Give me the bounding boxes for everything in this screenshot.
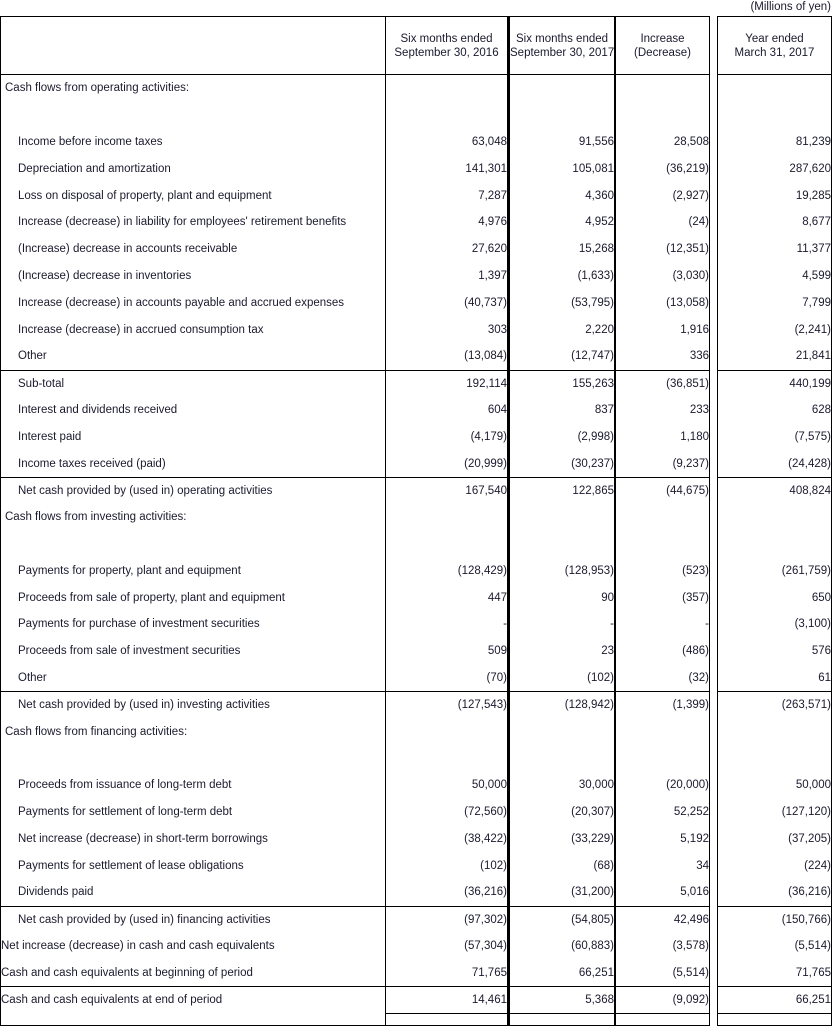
table-row (0, 638, 832, 665)
cell-fy: (2,241) (717, 316, 832, 343)
cell-prior: (36,216) (386, 879, 508, 906)
cell-current (508, 745, 616, 772)
cell-fy: 440,199 (717, 370, 832, 397)
column-gap (710, 155, 717, 182)
cell-current: (54,805) (508, 906, 616, 933)
cell-fy (717, 504, 832, 531)
cell-fy: 71,765 (717, 959, 832, 986)
closing-rule-row (0, 1013, 832, 1025)
table-row (0, 665, 832, 692)
column-gap (710, 236, 717, 263)
column-gap (710, 129, 717, 156)
cell-current: (30,237) (508, 450, 616, 477)
table-row (0, 933, 832, 960)
cell-current: (20,307) (508, 799, 616, 826)
table-row (0, 236, 832, 263)
cell-change: (5,514) (616, 959, 710, 986)
table-row (0, 799, 832, 826)
cell-change: (2,927) (616, 182, 710, 209)
table-row (0, 906, 832, 933)
spacer-row (0, 102, 832, 129)
cell-change: (357) (616, 584, 710, 611)
row-label: Payments for purchase of investment securities (0, 611, 386, 638)
cell-fy: 61 (717, 665, 832, 692)
column-gap (710, 531, 717, 558)
section-label: Cash flows from investing activities: (0, 504, 386, 531)
column-gap (710, 825, 717, 852)
cell-change: 1,916 (616, 316, 710, 343)
table-row (0, 986, 832, 1013)
cell-prior: 303 (386, 316, 508, 343)
cell-current (508, 102, 616, 129)
column-gap (710, 370, 717, 397)
cell-prior: 63,048 (386, 129, 508, 156)
closing-label-cell (0, 1013, 386, 1025)
row-label: Payments for settlement of long-term debt (0, 799, 386, 826)
column-gap (710, 691, 717, 718)
cell-prior: 604 (386, 397, 508, 424)
table-row (0, 397, 832, 424)
cell-fy: 21,841 (717, 343, 832, 370)
column-gap (710, 933, 717, 960)
column-gap (710, 289, 717, 316)
row-label: Proceeds from sale of investment securities (0, 638, 386, 665)
row-label: Increase (decrease) in accrued consumption tax (0, 316, 386, 343)
table-row (0, 772, 832, 799)
cell-change: (12,351) (616, 236, 710, 263)
cell-prior: 192,114 (386, 370, 508, 397)
cell-change (616, 531, 710, 558)
cell-prior: (40,737) (386, 289, 508, 316)
cell-change: (24) (616, 209, 710, 236)
cell-change: 1,180 (616, 423, 710, 450)
cell-fy (717, 75, 832, 102)
column-gap (710, 638, 717, 665)
header-line: Six months ended (400, 32, 493, 45)
column-gap (710, 182, 717, 209)
row-label: Cash and cash equivalents at beginning of period (0, 959, 386, 986)
cell-change: 336 (616, 343, 710, 370)
cell-prior: 167,540 (386, 477, 508, 504)
cell-current: (31,200) (508, 879, 616, 906)
column-gap (710, 423, 717, 450)
column-gap (710, 209, 717, 236)
table-row (0, 209, 832, 236)
cell-change: 34 (616, 852, 710, 879)
table-row (0, 691, 832, 718)
row-label: Proceeds from sale of property, plant and equipment (0, 584, 386, 611)
cell-prior: (4,179) (386, 423, 508, 450)
row-label: Net increase (decrease) in short-term borrowings (0, 825, 386, 852)
cell-fy: (150,766) (717, 906, 832, 933)
header-cell-fy (717, 16, 832, 75)
cell-change: (9,092) (616, 986, 710, 1013)
table-row (0, 423, 832, 450)
column-gap (710, 906, 717, 933)
cell-prior: (72,560) (386, 799, 508, 826)
units-caption: (Millions of yen) (750, 1, 831, 13)
cell-current: (33,229) (508, 825, 616, 852)
closing-cell (717, 1013, 832, 1025)
cell-fy (717, 102, 832, 129)
cell-change: (36,219) (616, 155, 710, 182)
row-label: Depreciation and amortization (0, 155, 386, 182)
cell-change: (1,399) (616, 691, 710, 718)
cell-current: 90 (508, 584, 616, 611)
row-label: Interest and dividends received (0, 397, 386, 424)
section-heading-row (0, 718, 832, 745)
table-row (0, 370, 832, 397)
closing-cell (616, 1013, 710, 1025)
header-cell-prior (386, 16, 508, 75)
column-gap (710, 852, 717, 879)
spacer-row (0, 745, 832, 772)
cell-fy: 650 (717, 584, 832, 611)
cell-current: (53,795) (508, 289, 616, 316)
cell-prior (386, 531, 508, 558)
column-gap (710, 745, 717, 772)
table-row (0, 852, 832, 879)
cell-change (616, 102, 710, 129)
table-row (0, 477, 832, 504)
closing-cell (386, 1013, 508, 1025)
cell-fy: (7,575) (717, 423, 832, 450)
header-line: Six months ended (515, 32, 609, 45)
cell-fy: (24,428) (717, 450, 832, 477)
row-label: Interest paid (0, 423, 386, 450)
cell-fy: (224) (717, 852, 832, 879)
closing-cell (508, 1013, 616, 1025)
table-row (0, 611, 832, 638)
cell-fy: (127,120) (717, 799, 832, 826)
cell-prior: 141,301 (386, 155, 508, 182)
cell-change: (20,000) (616, 772, 710, 799)
table-row (0, 316, 832, 343)
cell-prior: - (386, 611, 508, 638)
header-line: Year ended (745, 32, 804, 45)
cell-fy (717, 745, 832, 772)
cell-change (616, 75, 710, 102)
row-label: Net cash provided by (used in) investing activities (0, 691, 386, 718)
cell-prior: (38,422) (386, 825, 508, 852)
cell-change: (486) (616, 638, 710, 665)
cell-prior: 509 (386, 638, 508, 665)
row-label: Other (0, 343, 386, 370)
column-gap (710, 584, 717, 611)
cell-fy: 81,239 (717, 129, 832, 156)
cell-fy: 287,620 (717, 155, 832, 182)
cell-prior: (97,302) (386, 906, 508, 933)
column-gap (710, 504, 717, 531)
cell-current (508, 75, 616, 102)
table-row (0, 557, 832, 584)
cell-prior (386, 718, 508, 745)
section-label: Cash flows from financing activities: (0, 718, 386, 745)
cell-prior: 1,397 (386, 263, 508, 290)
table-row (0, 343, 832, 370)
row-label: Loss on disposal of property, plant and equipment (0, 182, 386, 209)
column-gap (710, 75, 717, 102)
cell-prior (386, 75, 508, 102)
cell-change: 5,016 (616, 879, 710, 906)
row-label: Cash and cash equivalents at end of period (0, 986, 386, 1013)
cell-fy: (261,759) (717, 557, 832, 584)
cell-change: (3,030) (616, 263, 710, 290)
cell-prior: 7,287 (386, 182, 508, 209)
cell-change: (9,237) (616, 450, 710, 477)
column-gap (710, 772, 717, 799)
row-label: Increase (decrease) in accounts payable and accrued expenses (0, 289, 386, 316)
cell-fy: (5,514) (717, 933, 832, 960)
cell-change: - (616, 611, 710, 638)
header-line: Increase (640, 32, 685, 45)
row-label: Proceeds from issuance of long-term debt (0, 772, 386, 799)
column-gap (710, 959, 717, 986)
section-heading-row (0, 504, 832, 531)
section-label: Cash flows from operating activities: (0, 75, 386, 102)
row-label: Net increase (decrease) in cash and cash equivalents (0, 933, 386, 960)
column-gap (710, 879, 717, 906)
table-row (0, 450, 832, 477)
column-gap (710, 102, 717, 129)
cell-fy: 628 (717, 397, 832, 424)
cell-fy (717, 531, 832, 558)
cash-flow-table (0, 16, 832, 1026)
cell-fy: 11,377 (717, 236, 832, 263)
row-label: Sub-total (0, 370, 386, 397)
cell-prior: 4,976 (386, 209, 508, 236)
table-row (0, 263, 832, 290)
cell-prior: (70) (386, 665, 508, 692)
cell-prior (386, 504, 508, 531)
cell-change: 42,496 (616, 906, 710, 933)
cell-prior: (102) (386, 852, 508, 879)
row-label: Net cash provided by (used in) financing activities (0, 906, 386, 933)
column-gap (710, 718, 717, 745)
header-cell-label (0, 16, 386, 75)
cell-current: 2,220 (508, 316, 616, 343)
header-cell-current (508, 16, 616, 75)
cell-fy: 4,599 (717, 263, 832, 290)
cell-current: (2,998) (508, 423, 616, 450)
row-label (0, 531, 386, 558)
row-label: Payments for property, plant and equipment (0, 557, 386, 584)
cell-fy: 19,285 (717, 182, 832, 209)
column-gap (710, 986, 717, 1013)
table-row (0, 825, 832, 852)
column-gap (710, 799, 717, 826)
cell-fy: 7,799 (717, 289, 832, 316)
cell-current: 15,268 (508, 236, 616, 263)
row-label: Income taxes received (paid) (0, 450, 386, 477)
row-label: Net cash provided by (used in) operating activities (0, 477, 386, 504)
column-gap (710, 343, 717, 370)
cell-fy: 50,000 (717, 772, 832, 799)
cell-current: 4,952 (508, 209, 616, 236)
column-gap (710, 611, 717, 638)
cell-fy: (263,571) (717, 691, 832, 718)
header-line: March 31, 2017 (734, 46, 815, 59)
row-label: Payments for settlement of lease obligations (0, 852, 386, 879)
cell-current (508, 504, 616, 531)
cell-change (616, 745, 710, 772)
column-gap (710, 263, 717, 290)
cell-current: 91,556 (508, 129, 616, 156)
cell-prior: 27,620 (386, 236, 508, 263)
cell-prior: 71,765 (386, 959, 508, 986)
cell-current: (1,633) (508, 263, 616, 290)
table-row (0, 155, 832, 182)
cell-prior (386, 745, 508, 772)
table-row (0, 584, 832, 611)
cell-current: 30,000 (508, 772, 616, 799)
cell-current: 155,263 (508, 370, 616, 397)
cell-change: (3,578) (616, 933, 710, 960)
cell-current: (12,747) (508, 343, 616, 370)
cell-fy: 576 (717, 638, 832, 665)
column-gap (710, 397, 717, 424)
spacer-row (0, 531, 832, 558)
cell-current: 4,360 (508, 182, 616, 209)
cell-prior: 447 (386, 584, 508, 611)
cell-change: 5,192 (616, 825, 710, 852)
row-label (0, 745, 386, 772)
cell-current: (128,942) (508, 691, 616, 718)
column-gap (710, 16, 717, 75)
cell-prior: (57,304) (386, 933, 508, 960)
cell-change: 28,508 (616, 129, 710, 156)
cell-prior: (128,429) (386, 557, 508, 584)
table-row (0, 182, 832, 209)
header-line: (Decrease) (634, 46, 691, 59)
cell-current: 5,368 (508, 986, 616, 1013)
cell-change: (523) (616, 557, 710, 584)
row-label: (Increase) decrease in accounts receivable (0, 236, 386, 263)
cell-current: - (508, 611, 616, 638)
cell-current: 23 (508, 638, 616, 665)
cell-current: 837 (508, 397, 616, 424)
table-row (0, 879, 832, 906)
table-body (0, 16, 832, 1026)
column-gap (710, 557, 717, 584)
column-gap (710, 316, 717, 343)
row-label: Income before income taxes (0, 129, 386, 156)
cell-fy: (37,205) (717, 825, 832, 852)
cell-fy (717, 718, 832, 745)
cell-change: 52,252 (616, 799, 710, 826)
cell-change: (44,675) (616, 477, 710, 504)
cell-prior: (127,543) (386, 691, 508, 718)
cell-fy: 8,677 (717, 209, 832, 236)
cell-current: (60,883) (508, 933, 616, 960)
cell-prior (386, 102, 508, 129)
cell-fy: (3,100) (717, 611, 832, 638)
cell-current (508, 531, 616, 558)
cell-current (508, 718, 616, 745)
cell-fy: 408,824 (717, 477, 832, 504)
cell-prior: (13,084) (386, 343, 508, 370)
header-cell-change (616, 16, 710, 75)
row-label: Increase (decrease) in liability for employees' retirement benefits (0, 209, 386, 236)
cell-fy: (36,216) (717, 879, 832, 906)
table-row (0, 129, 832, 156)
header-line: September 30, 2017 (510, 46, 615, 59)
table-header-row (0, 16, 832, 75)
cell-prior: (20,999) (386, 450, 508, 477)
cell-change: (32) (616, 665, 710, 692)
cell-current: 105,081 (508, 155, 616, 182)
section-heading-row (0, 75, 832, 102)
cell-current: 66,251 (508, 959, 616, 986)
cell-prior: 14,461 (386, 986, 508, 1013)
row-label: (Increase) decrease in inventories (0, 263, 386, 290)
cell-current: 122,865 (508, 477, 616, 504)
cell-change: 233 (616, 397, 710, 424)
cell-change: (13,058) (616, 289, 710, 316)
column-gap (710, 450, 717, 477)
cell-change (616, 504, 710, 531)
column-gap (710, 665, 717, 692)
cell-change: (36,851) (616, 370, 710, 397)
row-label: Other (0, 665, 386, 692)
cell-current: (128,953) (508, 557, 616, 584)
column-gap (710, 477, 717, 504)
table-row (0, 959, 832, 986)
cell-change (616, 718, 710, 745)
row-label: Dividends paid (0, 879, 386, 906)
row-label (0, 102, 386, 129)
header-line: September 30, 2016 (394, 46, 499, 59)
cell-fy: 66,251 (717, 986, 832, 1013)
cell-current: (68) (508, 852, 616, 879)
cell-prior: 50,000 (386, 772, 508, 799)
column-gap (710, 1013, 717, 1025)
cell-current: (102) (508, 665, 616, 692)
table-row (0, 289, 832, 316)
